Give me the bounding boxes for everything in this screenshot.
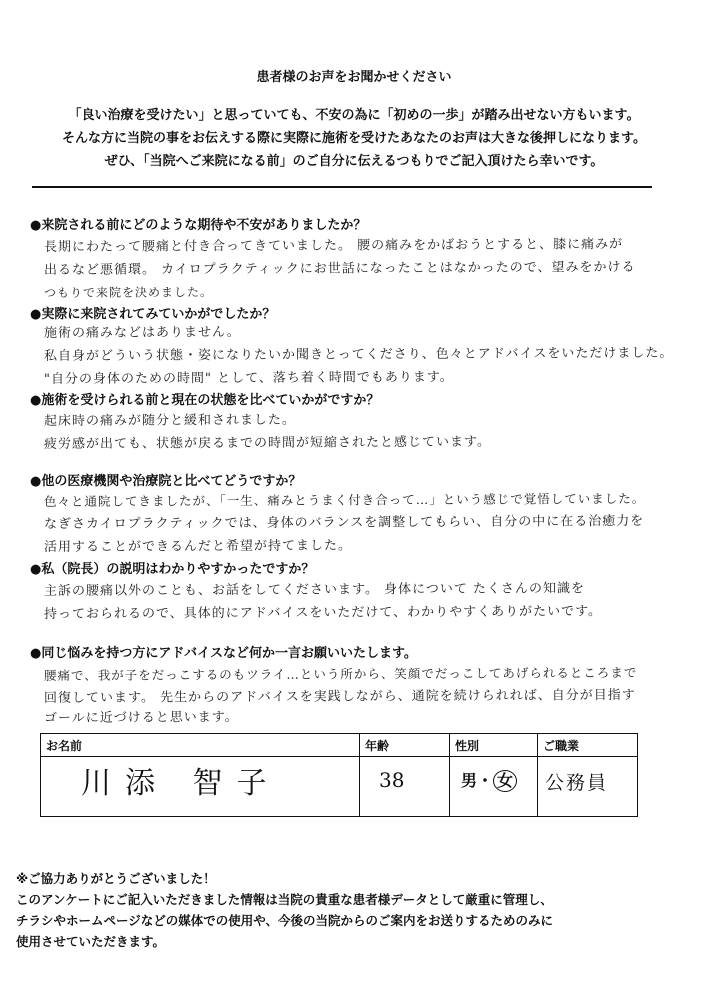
page-title: 患者様のお声をお聞かせください [256,70,452,85]
thanks-line: ※ご協力ありがとうございました！ [16,871,216,886]
answer-6 [44,664,694,728]
answer-line: 色々と通院してきましたが、「一生、痛みとうまく付き合って…」という感じで覚悟していました。 [43,490,646,509]
column-divider [359,734,360,816]
thanks-line: このアンケートにご記入いただきました情報は当院の貴重な患者様データとして厳重に管理し、 [16,892,553,907]
profile-table [40,733,638,817]
question-2: ●実際に来院されてみていかがでしたか？ [30,307,276,322]
age-label: 年齢 [365,739,390,753]
gender-options [461,768,517,792]
answer-line: 私自身がどういう状態・姿になりたいか聞きとってくださり、色々とアドバイスをいただけました。 [43,345,674,364]
name-value: 川添 智子 [81,766,281,801]
question-6: ●同じ悩みを持つ方にアドバイスなど何か一言お願いいたします。 [30,646,417,661]
answer-line: "自分の身体のための時間" として、落ち着く時間でもあります。 [43,369,454,387]
gender-female: 女 [497,771,514,790]
thanks-line: チラシやホームページなどの媒体での使用や、今後の当院からのご案内をお送りするためのみに [16,913,554,928]
intro-line: 「良い治療を受けたい」と思っていても、不安の為に「初めの一歩」が踏み出せない方もいます。 [68,108,640,123]
answer-line: 起床時の痛みが随分と緩和されました。 [43,412,297,429]
job-value: 公務員 [545,772,609,794]
answer-line: 長期にわたって腰痛と付き合ってきていました。 腰の痛みをかばおうとすると、膝に痛みが [43,236,624,255]
question-1: ●来院される前にどのような期待や不安がありましたか？ [30,218,367,233]
age-value: 38 [379,768,405,792]
question-3: ●施術を受けられる前と現在の状態を比べていかがですか？ [30,393,380,408]
answer-line: 疲労感が出ても、状態が戻るまでの時間が短縮されたと感じています。 [43,434,492,452]
gender-label: 性別 [455,739,480,753]
intro-line: そんな方に当院の事をお伝えする際に実際に施術を受けたあなたのお声は大きな後押しになります。 [62,131,646,146]
gender-female-circled [493,770,517,792]
answer-line: 出るなど悪循環。 カイロプラクティックにお世話になったことはなかったので、望みをかける [43,259,636,278]
answer-line: 施術の痛みなどはありません。 [43,324,241,341]
answer-line: 主訴の腰痛以外のことも、お話をしてくださいます。 身体について たくさんの知識を [43,581,586,599]
thanks-note [16,868,696,952]
column-divider [449,734,450,816]
answer-line: 持っておられるので、具体的にアドバイスをいただけて、わかりやすくありがたいです。 [43,604,603,622]
question-4: ●他の医療機関や治療院と比べてどうですか？ [30,474,302,489]
answer-1 [44,236,694,305]
answer-line: ゴールに近づけると思います。 [43,709,239,726]
answer-line: つもりで来院を決めました。 [43,285,214,300]
intro-text [0,104,708,173]
divider [32,186,652,188]
answer-2 [44,322,694,391]
answer-line: なぎさカイロプラクティックでは、身体のバランスを調整してもらい、自分の中に在る治癒力を [43,513,645,532]
answer-line: 活用することができるんだと希望が持てました。 [43,538,353,555]
answer-5 [44,580,694,626]
column-divider [537,734,538,816]
name-label: お名前 [46,739,83,753]
answer-3 [44,410,694,456]
answer-4 [44,490,694,559]
answer-line: 回復しています。 先生からのアドバイスを実践しながら、通院を続けられれば、自分が目指す [43,687,636,706]
question-5: ●私（院長）の説明はわかりやすかったですか？ [30,562,315,577]
gender-male: 男 [461,771,478,790]
answer-line: 腰痛で、我が子をだっこするのもツライ…という所から、笑顔でだっこしてあげられるところまで [43,664,638,683]
thanks-line: 使用させていただきます。 [16,934,166,949]
intro-line: ぜひ、「当院へご来院になる前」のご自分に伝えるつもりでご記入頂けたら幸いです。 [104,154,604,169]
gender-separator: ・ [477,771,494,790]
job-label: ご職業 [543,739,580,753]
